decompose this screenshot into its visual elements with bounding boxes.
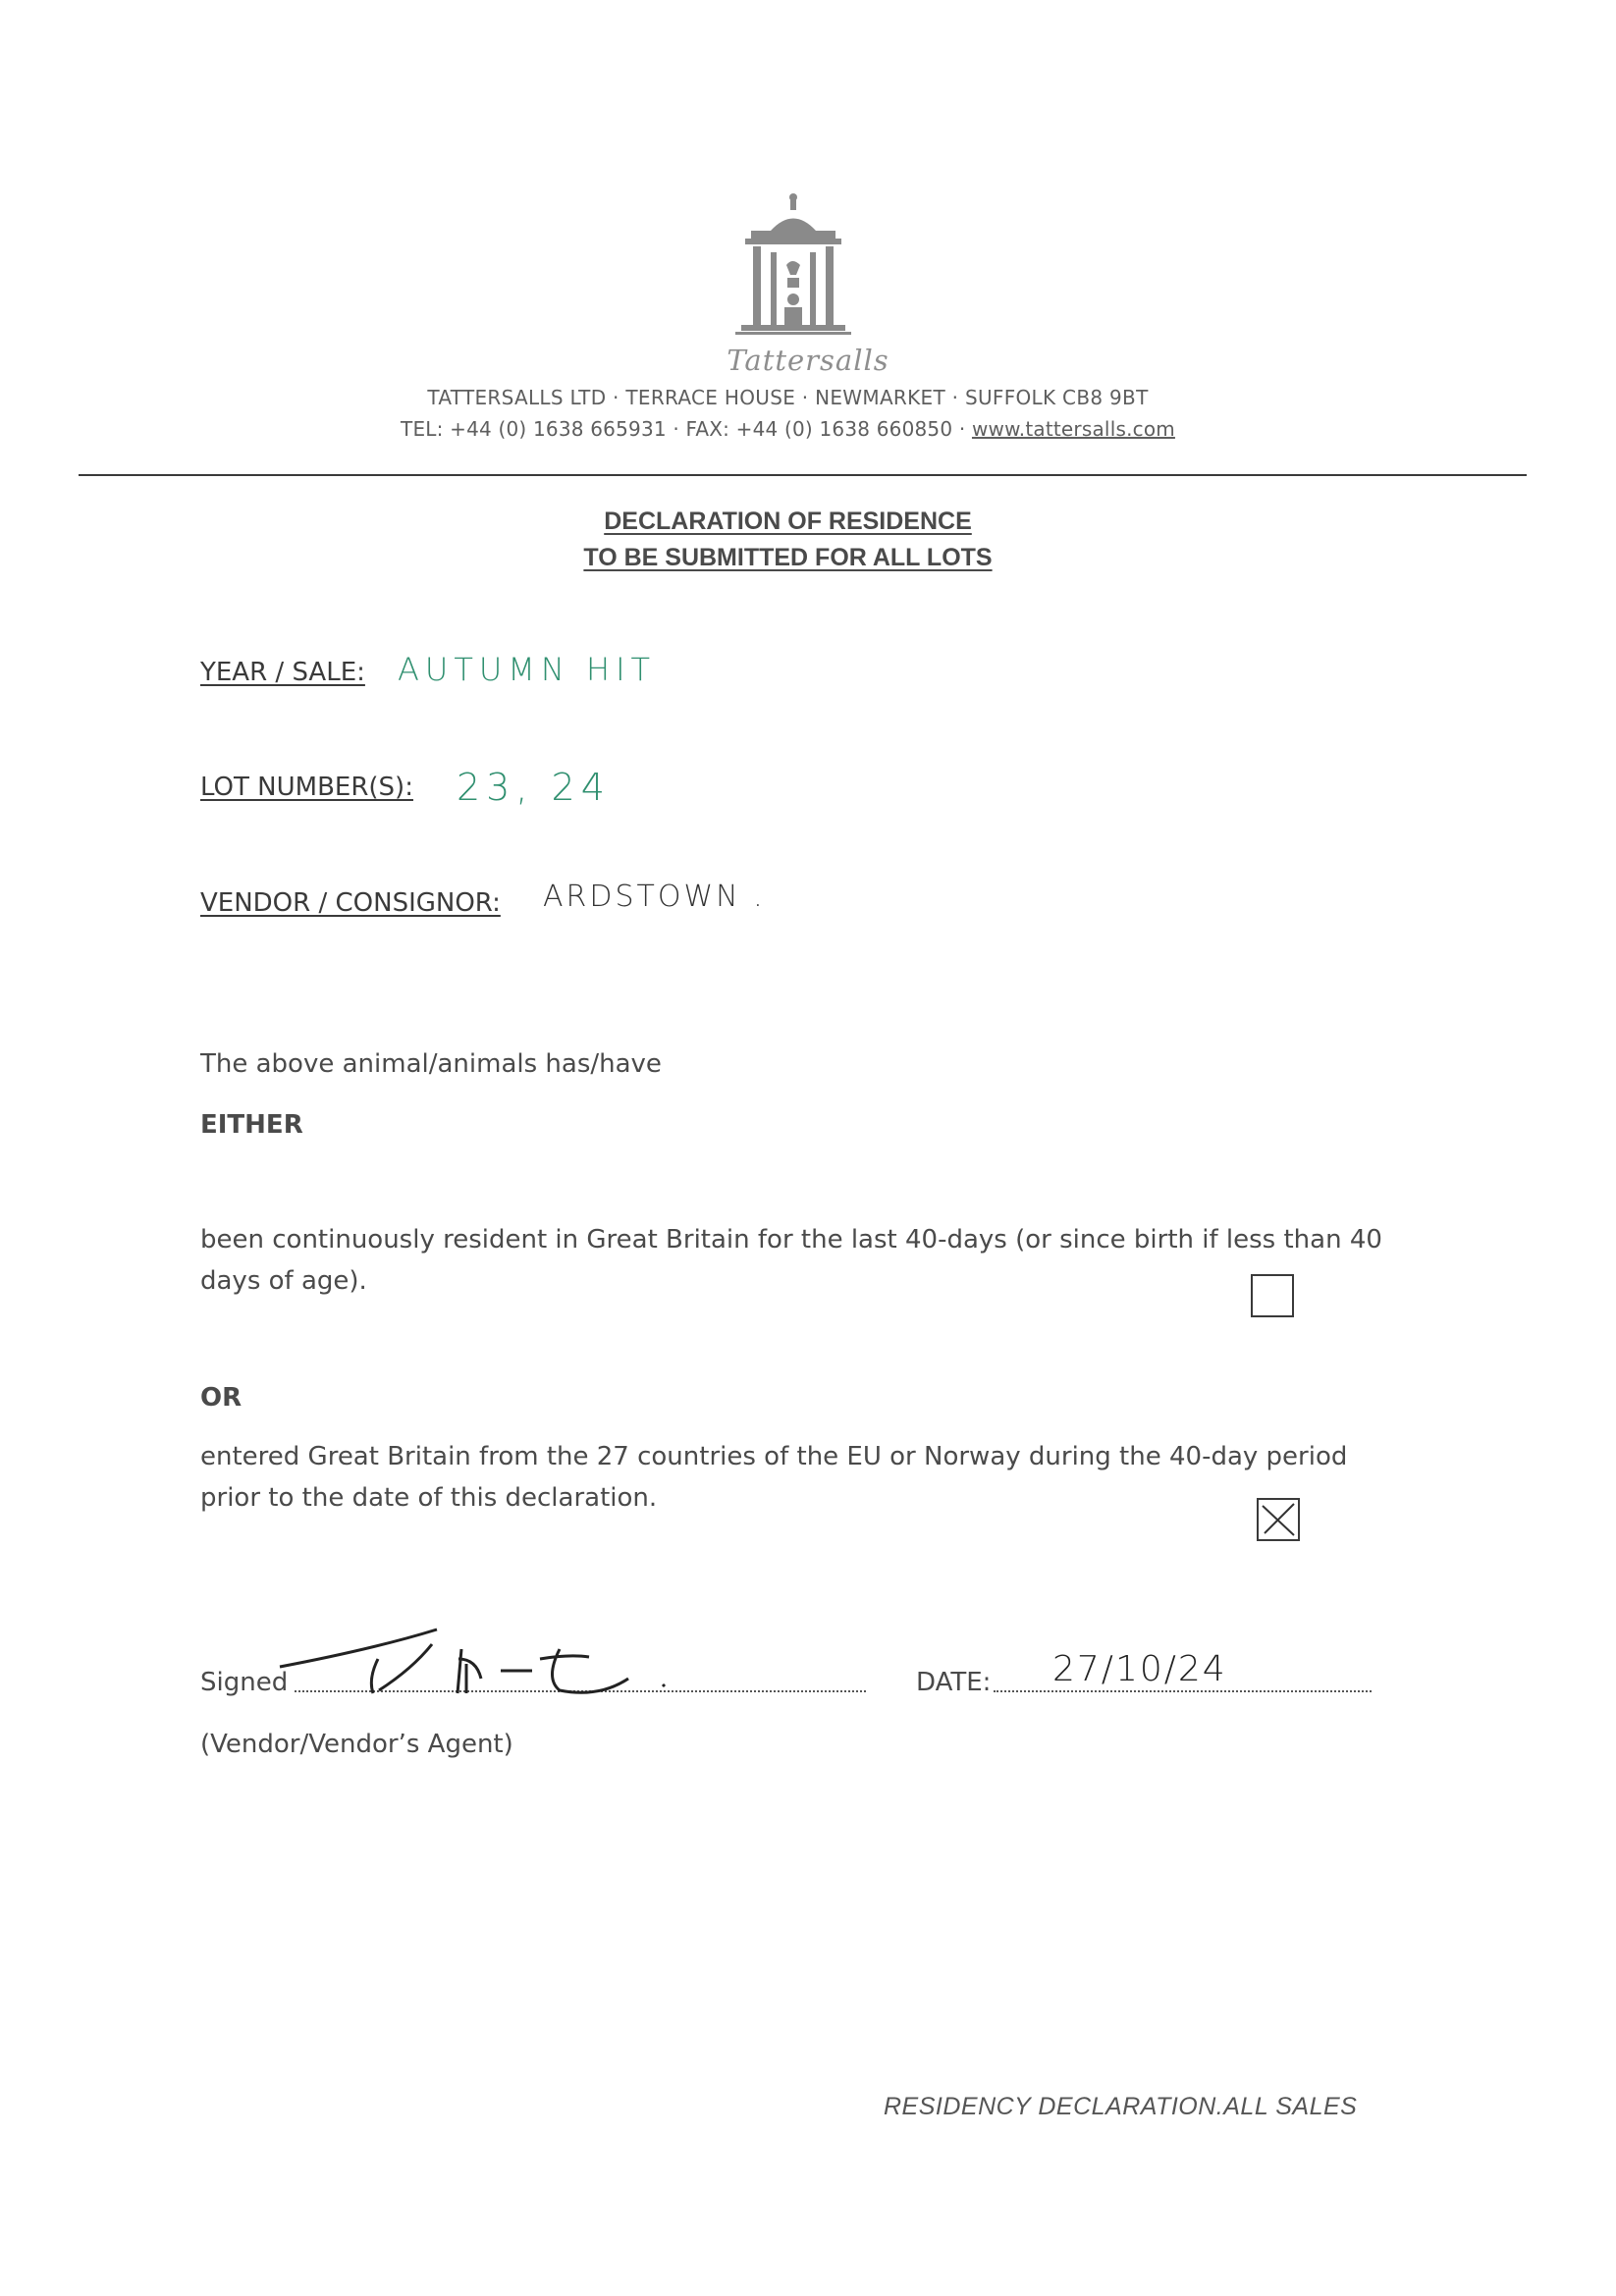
signed-label: Signed [200, 1668, 289, 1697]
intro-text: The above animal/animals has/have [200, 1049, 662, 1079]
option1-checkbox[interactable] [1251, 1274, 1294, 1317]
header-rule [79, 474, 1527, 476]
website-link[interactable]: www.tattersalls.com [971, 417, 1175, 441]
lot-number-label: LOT NUMBER(S): [200, 773, 413, 802]
company-contact [0, 417, 1576, 441]
year-sale-label: YEAR / SALE: [200, 658, 365, 687]
form-title: DECLARATION OF RESIDENCE [604, 507, 972, 535]
tattersalls-logo [722, 191, 869, 348]
option1-text: been continuously resident in Great Britain for the last 40-days (or since birth if less than 40 days of age). [200, 1225, 1382, 1296]
vendor-value[interactable]: ARDSTOWN . [543, 880, 766, 914]
lot-number-value[interactable]: 23, 24 [457, 766, 611, 809]
form-subtitle: TO BE SUBMITTED FOR ALL LOTS [583, 544, 993, 571]
date-label: DATE: [916, 1668, 992, 1697]
company-address: TATTERSALLS LTD · TERRACE HOUSE · NEWMARKET · SUFFOLK CB8 9BT [427, 386, 1149, 409]
date-line [994, 1690, 1372, 1692]
phone-fax: TEL: +44 (0) 1638 665931 · FAX: +44 (0) 1638 660850 · [401, 417, 972, 441]
option2-text: entered Great Britain from the 27 countries of the EU or Norway during the 40-day period prior to the date of this declaration. [200, 1442, 1348, 1513]
date-value[interactable]: 27/10/24 [1052, 1649, 1227, 1689]
vendor-label: VENDOR / CONSIGNOR: [200, 888, 501, 918]
brand-name: Tattersalls [727, 344, 889, 377]
or-heading: OR [200, 1383, 242, 1413]
either-heading: EITHER [200, 1110, 303, 1140]
checkbox-cross-icon [1259, 1500, 1298, 1539]
handwritten-signature[interactable] [275, 1620, 687, 1708]
footer-reference: RESIDENCY DECLARATION.ALL SALES [884, 2093, 1358, 2120]
option2-checkbox[interactable] [1257, 1498, 1300, 1541]
signer-role: (Vendor/Vendor’s Agent) [200, 1730, 513, 1759]
year-sale-value[interactable]: AUTUMN HIT [398, 651, 657, 688]
